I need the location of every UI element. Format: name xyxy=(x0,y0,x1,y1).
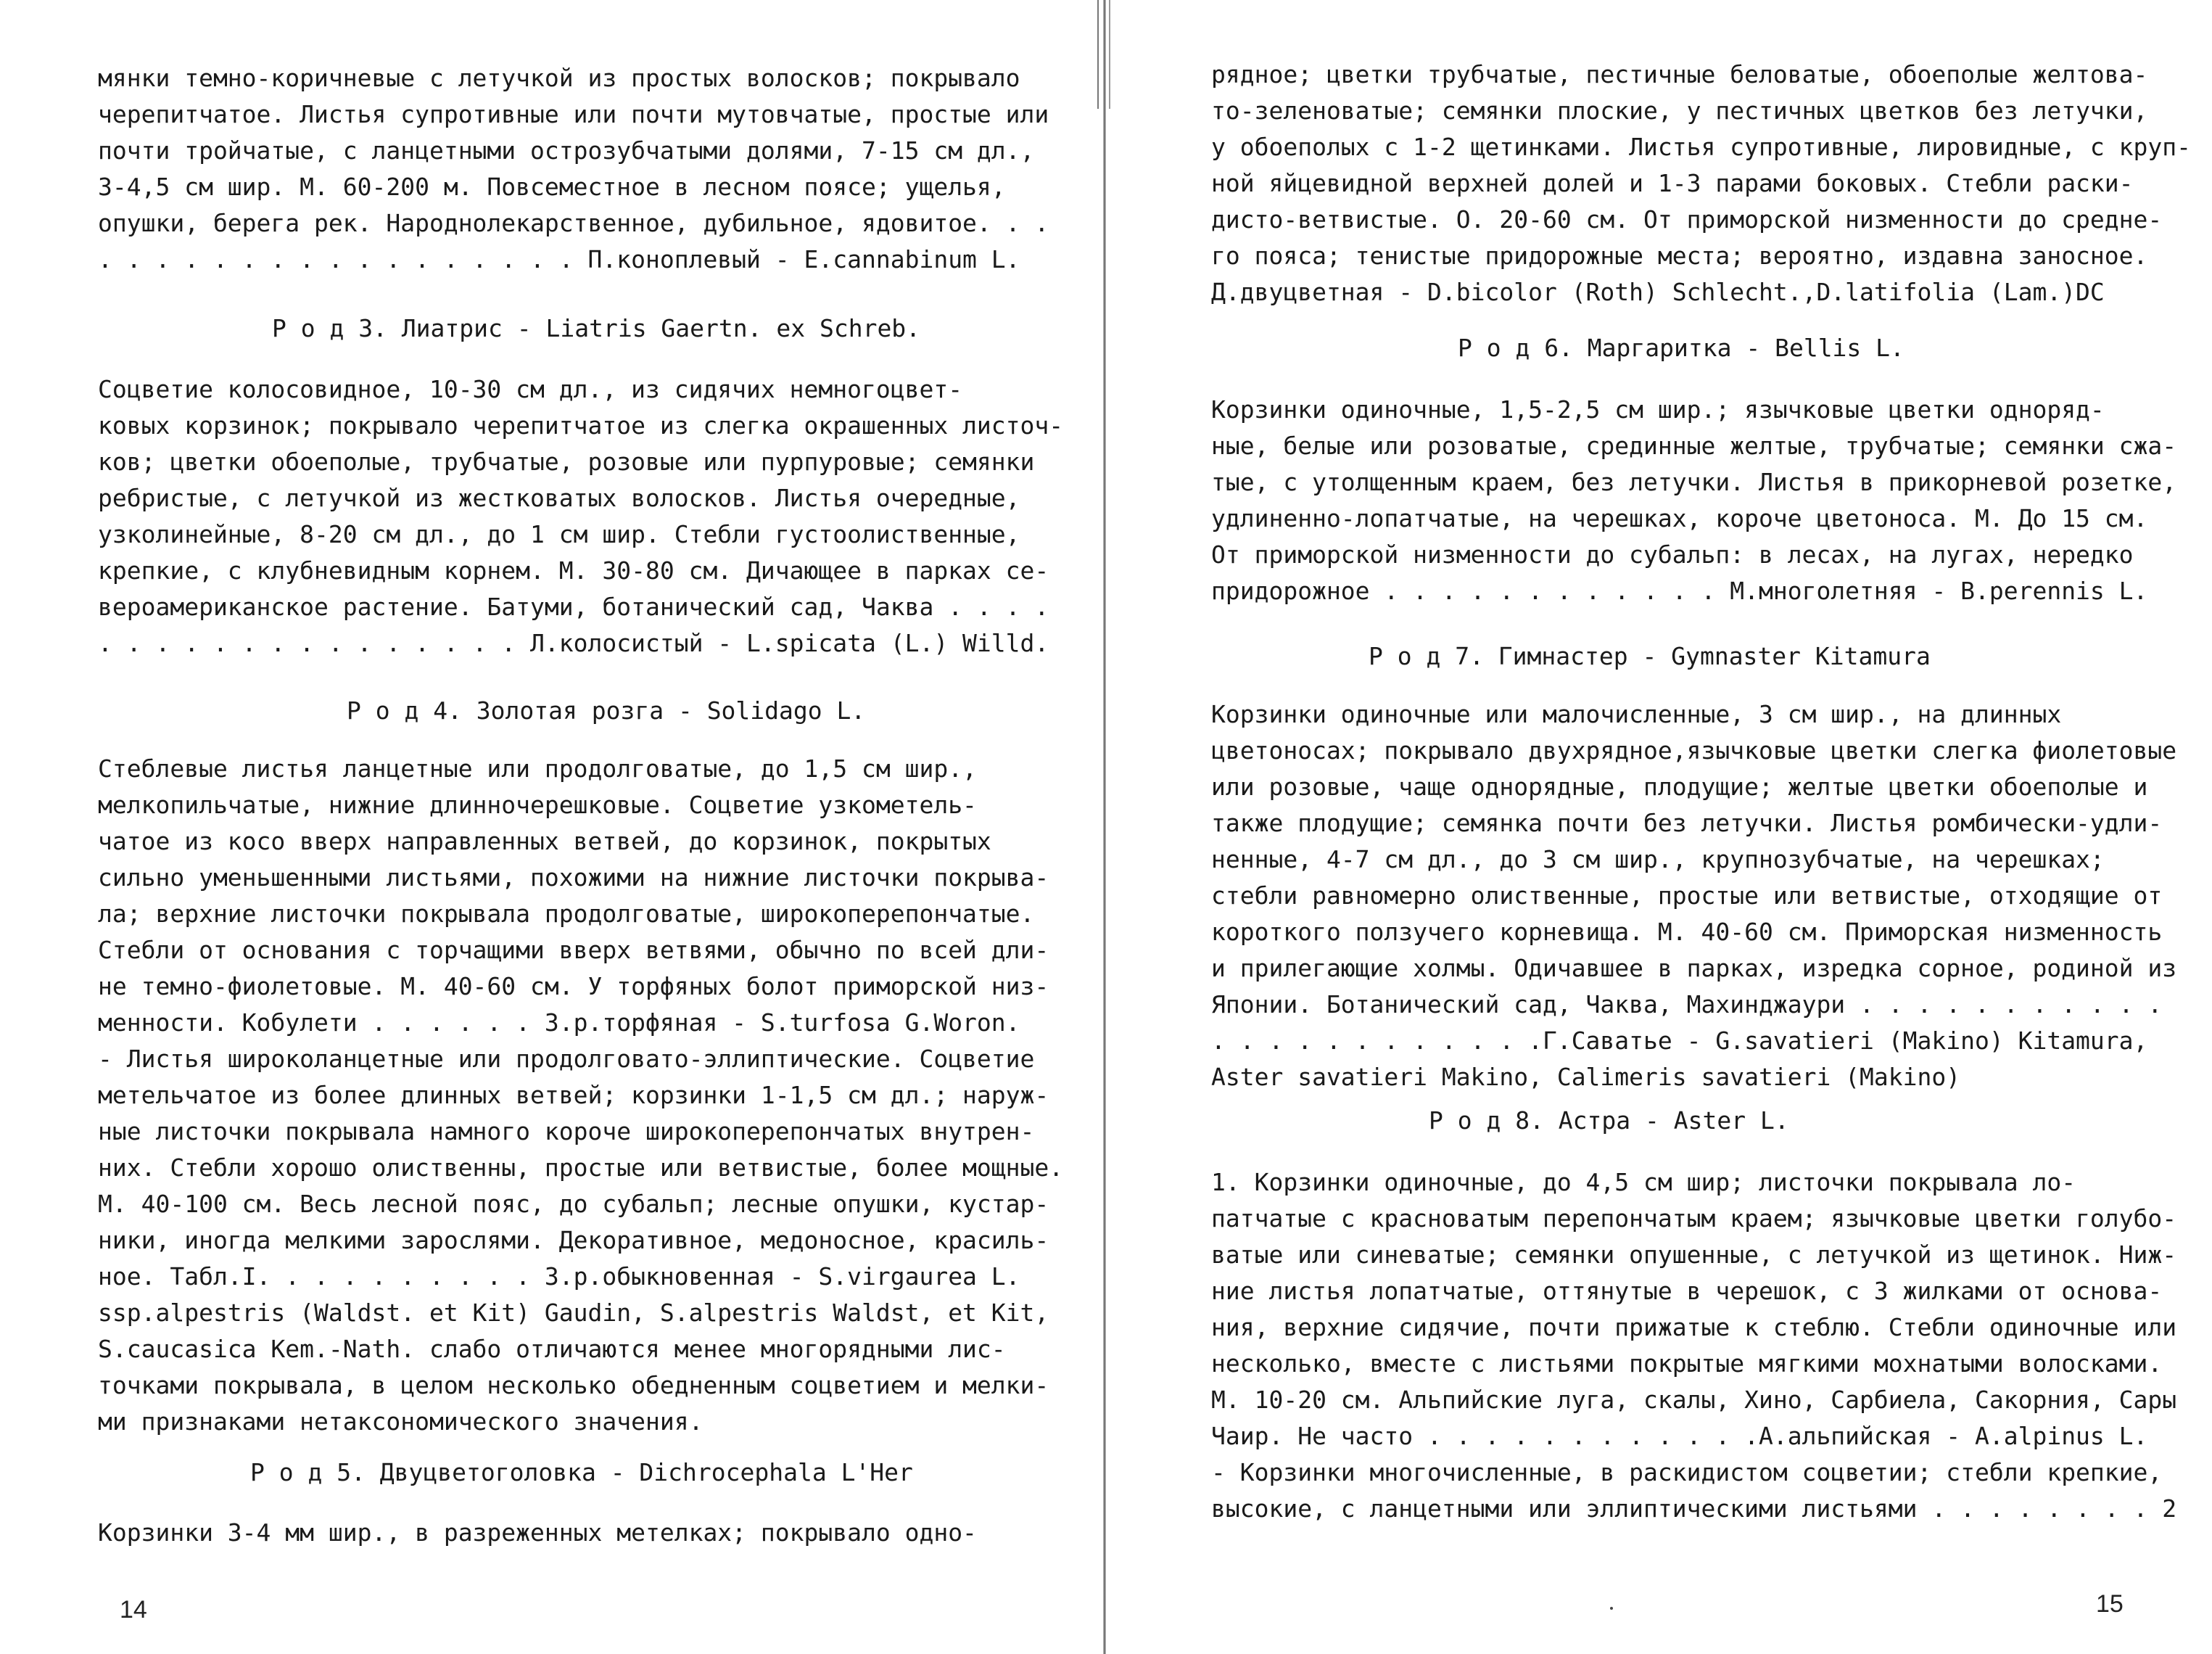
text-line: ники, иногда мелкими зарослями. Декоративное, медоносное, красиль- xyxy=(98,1226,1049,1254)
text-line: ми признаками нетаксономического значения. xyxy=(98,1407,703,1436)
text-line: ния, верхние сидячие, почти прижатые к стеблю. Стебли одиночные или xyxy=(1211,1313,2177,1341)
text-line: ные листочки покрывала намного короче широкоперепончатых внутрен- xyxy=(98,1117,1035,1145)
text-line: 1. Корзинки одиночные, до 4,5 см шир; листочки покрывала ло- xyxy=(1211,1168,2076,1196)
text-line: менности. Кобулети . . . . . . З.р.торфяная - S.turfosa G.Woron. xyxy=(98,1008,1020,1037)
text-line: ние листья лопатчатые, оттянутые в черешок, с 3 жилками от основа- xyxy=(1211,1277,2163,1305)
text-line: ковых корзинок; покрывало черепитчатое из слегка окрашенных листоч- xyxy=(98,411,1064,440)
text-line: Корзинки 3-4 мм шир., в разреженных метелках; покрывало одно- xyxy=(98,1518,977,1547)
text-line: Стебли от основания с торчащими вверх ветвями, обычно по всей дли- xyxy=(98,936,1049,964)
text-line: ное. Табл.I. . . . . . . . . . З.р.обыкновенная - S.virgaurea L. xyxy=(98,1262,1020,1291)
text-line: Корзинки одиночные или малочисленные, 3 см шир., на длинных xyxy=(1211,700,2062,728)
text-line: чатое из косо вверх направленных ветвей, до корзинок, покрытых xyxy=(98,827,991,855)
text-line: черепитчатое. Листья супротивные или почти мутовчатые, простые или xyxy=(98,100,1049,128)
text-line: удлиненно-лопатчатые, на черешках, короче цветоноса. М. До 15 см. xyxy=(1211,504,2148,532)
text-line: узколинейные, 8-20 см дл., до 1 см шир. Стебли густоолиственные, xyxy=(98,520,1020,548)
text-line: 3-4,5 см шир. М. 60-200 м. Повсеместное в лесном поясе; ущелья, xyxy=(98,173,1006,201)
text-line: крепкие, с клубневидным корнем. М. 30-80 см. Дичающее в парках се- xyxy=(98,556,1049,585)
text-line: них. Стебли хорошо олиственны, простые или ветвистые, более мощные. xyxy=(98,1153,1064,1182)
text-line: несколько, вместе с листьями покрытые мягкими мохнатыми волосками. xyxy=(1211,1349,2163,1378)
text-line: сильно уменьшенными листьями, похожими на нижние листочки покрыва- xyxy=(98,863,1049,892)
text-line: дисто-ветвистые. О. 20-60 см. От приморской низменности до средне- xyxy=(1211,205,2163,234)
text-line: мянки темно-коричневые с летучкой из простых волосков; покрывало xyxy=(98,64,1020,92)
text-line: вероамериканское растение. Батуми, ботанический сад, Чаква . . . . xyxy=(98,593,1049,621)
text-line: Японии. Ботанический сад, Чаква, Махинджаури . . . . . . . . . . . xyxy=(1211,990,2163,1019)
text-line: цветоносах; покрывало двухрядное,язычковые цветки слегка фиолетовые xyxy=(1211,736,2177,765)
right-text-block-2 xyxy=(1211,392,2176,609)
right-page xyxy=(1110,0,2212,1654)
text-line: короткого ползучего корневища. М. 40-60 см. Приморская низменность xyxy=(1211,918,2163,946)
text-line: не темно-фиолетовые. М. 40-60 см. У торфяных болот приморской низ- xyxy=(98,972,1049,1000)
text-line: рядное; цветки трубчатые, пестичные беловатые, обоеполые желтова- xyxy=(1211,60,2148,89)
book-spine xyxy=(1103,0,1106,1654)
text-line: метельчатое из более длинных ветвей; корзинки 1-1,5 см дл.; наруж- xyxy=(98,1081,1049,1109)
text-line: и прилегающие холмы. Одичавшее в парках, изредка сорное, родиной из xyxy=(1211,954,2177,982)
text-line: - Корзинки многочисленные, в раскидистом соцветии; стебли крепкие, xyxy=(1211,1458,2163,1486)
text-line: стебли равномерно олиственные, простые или ветвистые, отходящие от xyxy=(1211,881,2163,910)
text-line: у обоеполых с 1-2 щетинками. Листья супротивные, лировидные, с круп- xyxy=(1211,133,2192,161)
left-text-block-1 xyxy=(98,60,1049,278)
text-line: . . . . . . . . . . . .Г.Саватье - G.savatieri (Makino) Kitamura, xyxy=(1211,1026,2148,1055)
text-line: го пояса; тенистые придорожные места; вероятно, издавна заносное. xyxy=(1211,242,2148,270)
text-line: ные, белые или розоватые, срединные желтые, трубчатые; семянки сжа- xyxy=(1211,432,2177,460)
page-number-right: 15 xyxy=(2096,1590,2124,1618)
left-text-block-2 xyxy=(98,371,1063,662)
genus-4-heading: Р о д 4. Золотая розга - Solidago L. xyxy=(347,696,866,725)
left-text-block-4 xyxy=(98,1515,977,1551)
text-line: - Листья широколанцетные или продолговато-эллиптические. Соцветие xyxy=(98,1045,1035,1073)
text-line: патчатые с красноватым перепончатым краем; язычковые цветки голубо- xyxy=(1211,1204,2177,1233)
text-line: высокие, с ланцетными или эллиптическими листьями . . . . . . . . 2 xyxy=(1211,1494,2177,1523)
text-line: ной яйцевидной верхней долей и 1-3 парами боковых. Стебли раски- xyxy=(1211,169,2134,197)
text-line: ребристые, с летучкой из жестковатых волосков. Листья очередные, xyxy=(98,484,1020,512)
text-line: М. 10-20 см. Альпийские луга, скалы, Хино, Сарбиела, Сакорния, Сары xyxy=(1211,1386,2177,1414)
print-dot-mark xyxy=(1610,1607,1613,1610)
text-line: или розовые, чаще однорядные, плодущие; желтые цветки обоеполые и xyxy=(1211,773,2148,801)
text-line: М. 40-100 см. Весь лесной пояс, до субальп; лесные опушки, кустар- xyxy=(98,1190,1049,1218)
left-page xyxy=(0,0,1102,1654)
genus-7-heading: Р о д 7. Гимнастер - Gymnaster Kitamura xyxy=(1369,642,1931,670)
text-line: ненные, 4-7 см дл., до 3 см шир., крупнозубчатые, на черешках; xyxy=(1211,845,2105,873)
text-line: Д.двуцветная - D.bicolor (Roth) Schlecht.,D.latifolia (Lam.)DC xyxy=(1211,278,2105,306)
genus-3-heading: Р о д 3. Лиатрис - Liatris Gaertn. ex Schreb. xyxy=(272,314,921,342)
text-line: S.caucasica Kem.-Nath. слабо отличаются менее многорядными лис- xyxy=(98,1335,1006,1363)
right-text-block-1 xyxy=(1211,57,2191,310)
text-line: мелкопильчатые, нижние длинночерешковые. Соцветие узкометель- xyxy=(98,791,977,819)
genus-8-heading: Р о д 8. Астра - Aster L. xyxy=(1429,1106,1789,1135)
text-line: также плодущие; семянка почти без летучки. Листья ромбически-удли- xyxy=(1211,809,2163,837)
genus-6-heading: Р о д 6. Маргаритка - Bellis L. xyxy=(1458,334,1904,362)
text-line: . . . . . . . . . . . . . . . . . П.коноплевый - E.cannabinum L. xyxy=(98,245,1020,273)
text-line: ватые или синеватые; семянки опушенные, с летучкой из щетинок. Ниж- xyxy=(1211,1240,2177,1269)
text-line: . . . . . . . . . . . . . . . Л.колосистый - L.spicata (L.) Willd. xyxy=(98,629,1049,657)
page-number-left: 14 xyxy=(120,1596,147,1624)
text-line: Стеблевые листья ланцетные или продолговатые, до 1,5 см шир., xyxy=(98,754,977,783)
text-line: Соцветие колосовидное, 10-30 см дл., из сидячих немногоцвет- xyxy=(98,375,963,403)
text-line: ла; верхние листочки покрывала продолговатые, широкоперепончатые. xyxy=(98,900,1035,928)
right-text-block-4 xyxy=(1211,1164,2176,1527)
text-line: ков; цветки обоеполые, трубчатые, розовые или пурпуровые; семянки xyxy=(98,448,1035,476)
text-line: точками покрывала, в целом несколько обедненным соцветием и мелки- xyxy=(98,1371,1049,1399)
text-line: Корзинки одиночные, 1,5-2,5 см шир.; язычковые цветки однoряд- xyxy=(1211,395,2105,424)
text-line: придорожное . . . . . . . . . . . . М.многолетняя - B.perennis L. xyxy=(1211,577,2148,605)
text-line: опушки, берега рек. Народнолекарственное, дубильное, ядовитое. . . xyxy=(98,209,1049,237)
left-text-block-3 xyxy=(98,751,1063,1440)
text-line: От приморской низменности до субальп: в лесах, на лугах, нередко xyxy=(1211,540,2134,569)
right-text-block-3 xyxy=(1211,696,2176,1095)
text-line: Чаир. Не часто . . . . . . . . . . . .А.альпийская - A.alpinus L. xyxy=(1211,1422,2148,1450)
genus-5-heading: Р о д 5. Двуцветоголовка - Dichrocephala L'Her xyxy=(250,1458,913,1486)
text-line: почти тройчатые, с ланцетными острозубчатыми долями, 7-15 см дл., xyxy=(98,136,1035,165)
text-line: то-зеленоватые; семянки плоские, у пестичных цветков без летучки, xyxy=(1211,96,2148,125)
text-line: ssp.alpestris (Waldst. et Kit) Gaudin, S.alpestris Waldst, et Kit, xyxy=(98,1299,1049,1327)
text-line: тые, с утолщенным краем, без летучки. Листья в прикорневой розетке, xyxy=(1211,468,2177,496)
text-line: Aster savatieri Makino, Calimeris savatieri (Makino) xyxy=(1211,1063,1961,1091)
